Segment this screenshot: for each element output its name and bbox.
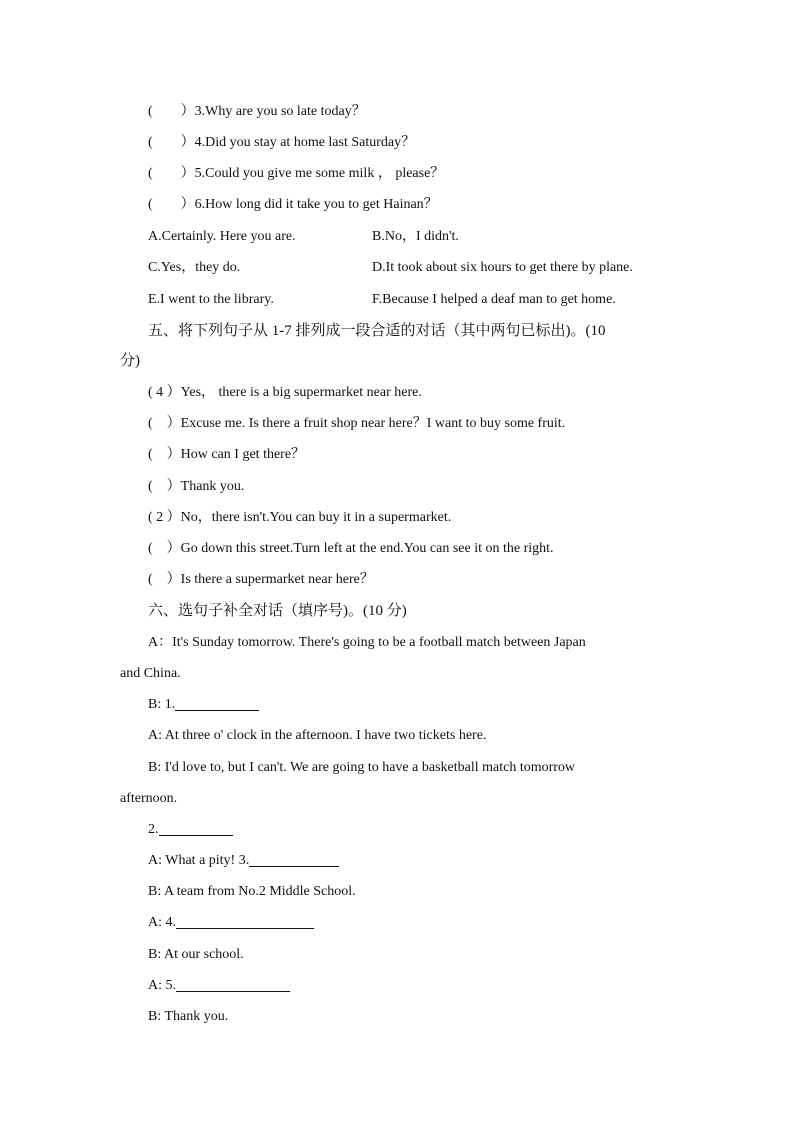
dialogue-item: ( 4 ）Yes， there is a big supermarket near here. [148, 385, 422, 400]
answer-blank-4[interactable] [176, 914, 314, 929]
dialogue-b3: B: A team from No.2 Middle School. [148, 884, 356, 899]
dialogue-a4-label: A: 4. [148, 915, 176, 930]
question-6: ( ）6.How long did it take you to get Hainan？ [148, 197, 438, 212]
dialogue-item: ( 2 ）No，there isn't.You can buy it in a supermarket. [148, 510, 452, 525]
dialogue-a1: A：It's Sunday tomorrow. There's going to be a football match between Japan [148, 635, 586, 650]
option-c: C.Yes，they do. [148, 260, 241, 275]
option-a: A.Certainly. Here you are. [148, 229, 296, 244]
dialogue-a5 [148, 976, 290, 996]
dialogue-b2-cont: afternoon. [120, 791, 178, 806]
section-5-heading-cont: 分) [120, 353, 140, 369]
question-4: ( ）4.Did you stay at home last Saturday？ [148, 135, 416, 150]
dialogue-b1-label: B: 1. [148, 697, 176, 712]
question-3: ( ）3.Why are you so late today？ [148, 104, 366, 119]
dialogue-a4 [148, 913, 314, 933]
option-b: B.No，I didn't. [372, 229, 459, 244]
answer-blank-2[interactable] [159, 821, 233, 836]
option-d: D.It took about six hours to get there by plane. [372, 260, 633, 275]
dialogue-item: ( ）Go down this street.Turn left at the end.You can see it on the right. [148, 541, 554, 556]
dialogue-b1 [148, 695, 259, 715]
dialogue-item: ( ）Thank you. [148, 479, 245, 494]
option-e: E.I went to the library. [148, 292, 274, 307]
question-5: ( ）5.Could you give me some milk ， please？ [148, 166, 445, 181]
dialogue-a1-cont: and China. [120, 666, 181, 681]
dialogue-item: ( ）Is there a supermarket near here？ [148, 572, 374, 587]
dialogue-a2: A: At three o' clock in the afternoon. I have two tickets here. [148, 728, 487, 743]
dialogue-b4: B: At our school. [148, 947, 244, 962]
dialogue-b2: B: I'd love to, but I can't. We are going to have a basketball match tomorrow [148, 760, 576, 775]
dialogue-a3 [148, 851, 339, 871]
option-f: F.Because I helped a deaf man to get home. [372, 292, 616, 307]
section-6-heading: 六、选句子补全对话（填序号)。(10 分) [148, 603, 407, 619]
dialogue-item: ( ）Excuse me. Is there a fruit shop near here？I want to buy some fruit. [148, 416, 566, 431]
dialogue-a5-label: A: 5. [148, 978, 176, 993]
dialogue-b5: B: Thank you. [148, 1009, 229, 1024]
answer-blank-3[interactable] [249, 852, 339, 867]
dialogue-q2 [148, 820, 233, 840]
answer-blank-1[interactable] [175, 696, 259, 711]
dialogue-item: ( ）How can I get there？ [148, 447, 306, 462]
answer-blank-5[interactable] [176, 977, 290, 992]
dialogue-a3-label: A: What a pity! 3. [148, 853, 250, 868]
section-5-heading: 五、将下列句子从 1-7 排列成一段合适的对话（其中两句已标出)。(10 [148, 323, 606, 339]
dialogue-q2-label: 2. [148, 822, 159, 837]
